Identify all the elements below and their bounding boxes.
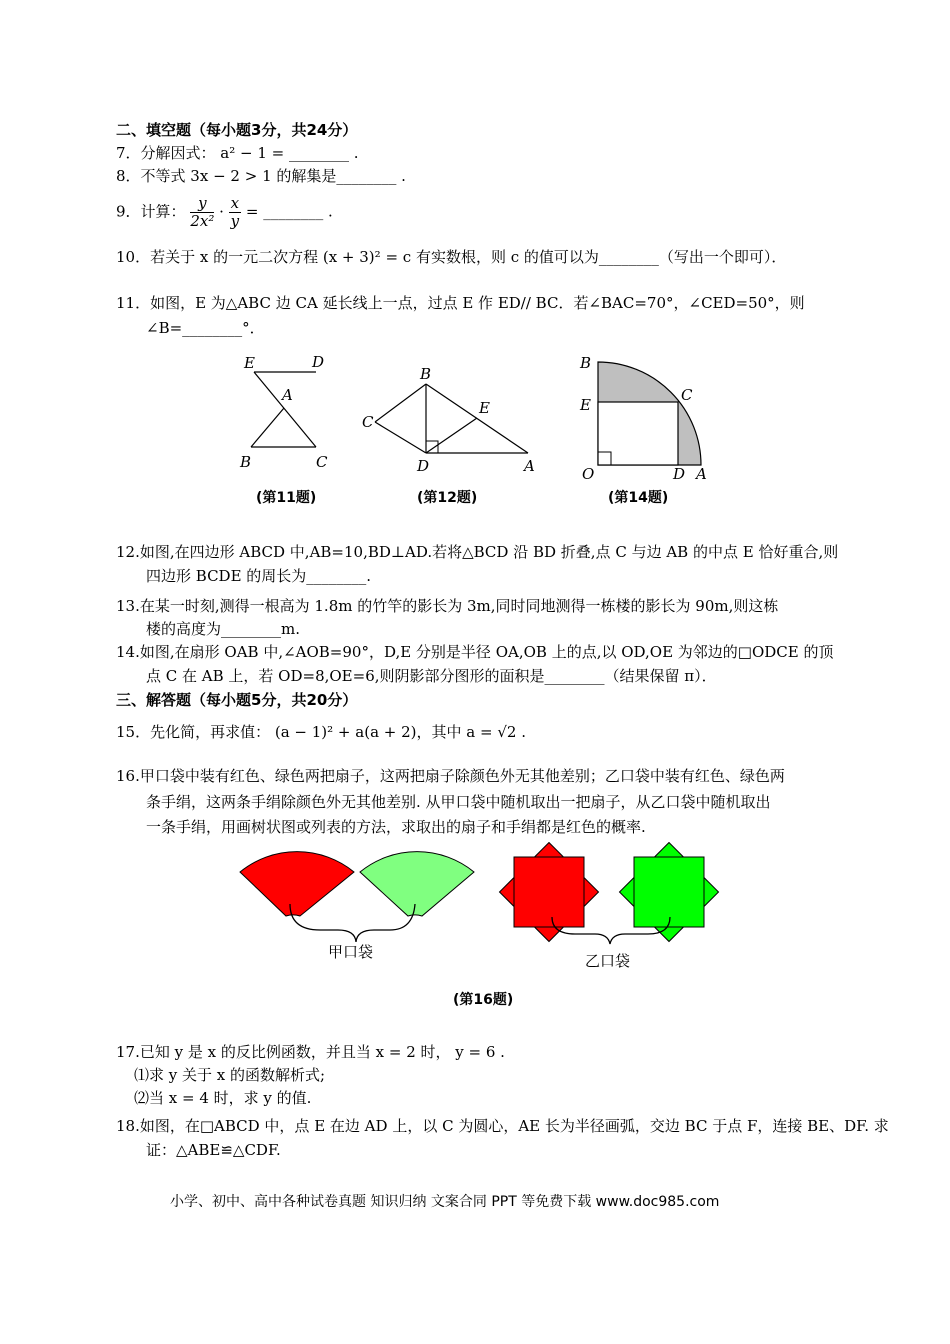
denominator: y — [230, 212, 240, 230]
numerator: x — [230, 194, 240, 212]
question-16-line1: 16.甲口袋中装有红色、绿色两把扇子，这两把扇子除颜色外无其他差别；乙口袋中装有红色、绿色两 — [116, 767, 785, 785]
label-B: B — [240, 453, 252, 471]
bag-a-label: 甲口袋 — [328, 943, 374, 961]
question-9-prefix: 9．计算： — [116, 202, 186, 221]
footer: 小学、初中、高中各种试卷真题 知识归纳 文案合同 PPT 等免费下载 www.doc985.com — [170, 1194, 720, 1210]
question-9: 9．计算： $\frac{y}{\text{2x²}}$ · $\frac{x}{y}$ = ________ . — [116, 194, 333, 230]
question-12-line1: 12.如图,在四边形 ABCD 中,AB=10,BD⊥AD.若将△BCD 沿 BD 折叠,点 C 与边 AB 的中点 E 恰好重合,则 — [116, 543, 839, 561]
label-E: E — [479, 399, 490, 417]
question-14-line2: 点 C 在 AB 上，若 OD=8,OE=6,则阴影部分图形的面积是________（结果保留 π）． — [146, 667, 717, 685]
label-A: A — [696, 465, 707, 483]
figure-14 — [576, 352, 716, 484]
red-handkerchief-icon — [500, 843, 599, 942]
label-D: D — [312, 353, 325, 371]
figure-11-caption: (第11题) — [256, 490, 317, 506]
question-17-line1: 17.已知 y 是 x 的反比例函数，并且当 x = 2 时， y = 6 . — [116, 1043, 505, 1061]
label-C: C — [681, 386, 693, 404]
figure-14-caption: (第14题) — [608, 490, 669, 506]
green-handkerchief-icon — [620, 843, 719, 942]
red-fan-icon — [240, 852, 354, 916]
label-A: A — [282, 386, 293, 404]
section3-title: 三、解答题（每小题5分，共20分） — [116, 691, 358, 709]
question-8: 8．不等式 3x − 2 > 1 的解集是________ . — [116, 167, 406, 185]
figure-12 — [358, 364, 548, 479]
question-16-line3: 一条手绢，用画树状图或列表的方法，求取出的扇子和手绢都是红色的概率. — [146, 818, 646, 836]
label-E: E — [244, 354, 255, 372]
question-9-suffix: = ________ . — [245, 202, 333, 221]
label-C: C — [316, 453, 328, 471]
fraction — [190, 195, 214, 230]
question-10: 10．若关于 x 的一元二次方程 (x + 3)² = c 有实数根，则 c 的值可以为________（写出一个即可）． — [116, 248, 787, 266]
bag-b-label: 乙口袋 — [585, 952, 631, 970]
label-D: D — [673, 465, 686, 483]
label-C: C — [362, 413, 374, 431]
section2-title: 二、填空题（每小题3分，共24分） — [116, 121, 358, 139]
figure-12-caption: (第12题) — [417, 490, 478, 506]
fraction — [229, 195, 241, 230]
label-B: B — [420, 365, 432, 383]
question-15: 15．先化简，再求值： (a − 1)² + a(a + 2)，其中 a = √2 . — [116, 723, 526, 741]
figure-16-caption: (第16题) — [453, 992, 514, 1008]
question-7: 7．分解因式： a² − 1 = ________ . — [116, 144, 359, 162]
label-E: E — [580, 396, 591, 414]
question-18-line2: 证：△ABE≌△CDF. — [146, 1141, 281, 1159]
question-12-line2: 四边形 BCDE 的周长为________. — [146, 567, 372, 585]
figure-16 — [230, 842, 730, 977]
question-13-line2: 楼的高度为________m. — [146, 620, 300, 638]
question-18-line1: 18.如图，在□ABCD 中，点 E 在边 AD 上，以 C 为圆心，AE 长为半径画弧，交边 BC 于点 F，连接 BE、DF. 求 — [116, 1117, 889, 1135]
numerator: y — [190, 195, 214, 213]
question-11-line2: ∠B=________°． — [146, 319, 265, 337]
label-O: O — [582, 465, 595, 483]
denominator: 2x² — [190, 212, 215, 230]
green-fan-icon — [360, 852, 474, 916]
question-13-line1: 13.在某一时刻,测得一根高为 1.8m 的竹竿的影长为 3m,同时同地测得一栋楼的影长为 90m,则这栋 — [116, 597, 779, 615]
label-A: A — [524, 457, 535, 475]
label-D: D — [417, 457, 430, 475]
question-16-line2: 条手绢，这两条手绢除颜色外无其他差别. 从甲口袋中随机取出一把扇子，从乙口袋中随机取出 — [146, 793, 771, 811]
label-B: B — [580, 354, 592, 372]
question-17-part1: ⑴求 y 关于 x 的函数解析式; — [134, 1066, 326, 1084]
question-11-line1: 11．如图，E 为△ABC 边 CA 延长线上一点，过点 E 作 ED// BC．若∠BAC=70°，∠CED=50°，则 — [116, 294, 805, 312]
figure-11 — [236, 350, 336, 475]
question-17-part2: ⑵当 x = 4 时，求 y 的值. — [134, 1089, 312, 1107]
question-14-line1: 14.如图,在扇形 OAB 中,∠AOB=90°，D,E 分别是半径 OA,OB 上的点,以 OD,OE 为邻边的□ODCE 的顶 — [116, 643, 834, 661]
